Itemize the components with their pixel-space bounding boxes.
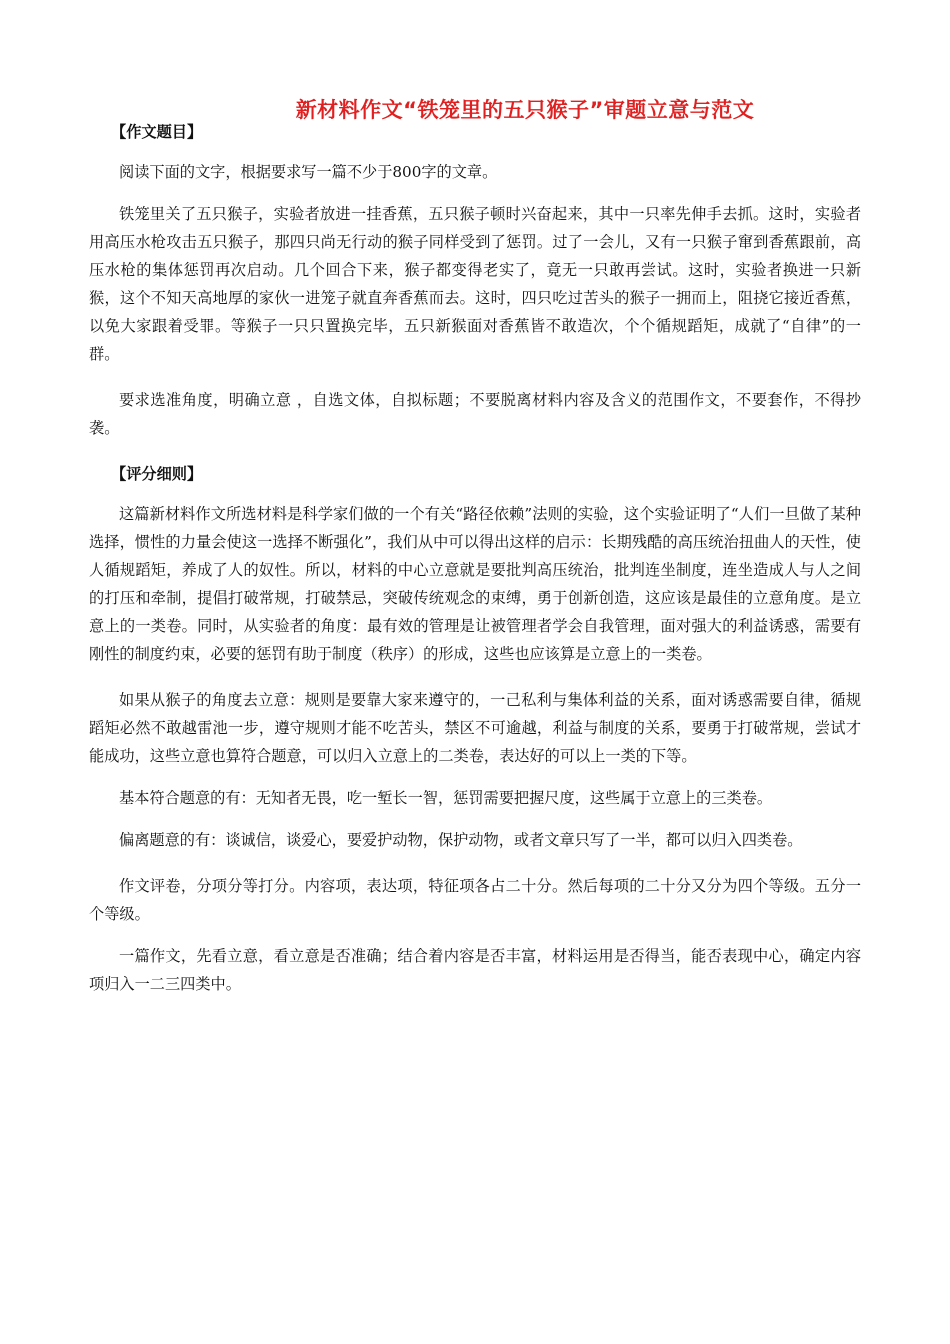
paragraph: 作文评卷，分项分等打分。内容项，表达项，特征项各占二十分。然后每项的二十分又分为四个等级。五分一个等级。 [89,877,861,923]
paragraph: 一篇作文，先看立意，看立意是否准确；结合着内容是否丰富，材料运用是否得当，能否表现中心，确定内容项归入一二三四类中。 [89,947,861,993]
section-heading-prompt: 【作文题目】 [111,123,203,141]
paragraph: 偏离题意的有：谈诚信，谈爱心，要爱护动物，保护动物，或者文章只写了一半，都可以归入四类卷。 [119,831,803,849]
section-heading-scoring: 【评分细则】 [111,465,203,483]
document-title: 新材料作文“铁笼里的五只猴子”审题立意与范文 [295,98,755,122]
paragraph: 如果从猴子的角度去立意：规则是要靠大家来遵守的，一己私利与集体利益的关系，面对诱惑需要自律，循规蹈矩必然不敢越雷池一步，遵守规则才能不吃苦头，禁区不可逾越，利益与制度的关系，要勇于打破常规，尝试才能成功，这些立意也算符合题意，可以归入立意上的二类卷，表达好的可以上一类的下等。 [89,691,861,765]
paragraph: 这篇新材料作文所选材料是科学家们做的一个有关“路径依赖”法则的实验，这个实验证明了“人们一旦做了某种选择，惯性的力量会使这一选择不断强化”，我们从中可以得出这样的启示：长期残酷的高压统治扭曲人的天性，使人循规蹈矩，养成了人的奴性。所以，材料的中心立意就是要批判高压统治，批判连坐制度，连坐造成人与人之间的打压和牵制，提倡打破常规，打破禁忌，突破传统观念的束缚，勇于创新创造，这应该是最佳的立意角度。是立意上的一类卷。同时，从实验者的角度：最有效的管理是让被管理者学会自我管理，面对强大的利益诱惑，需要有刚性的制度约束，必要的惩罚有助于制度（秩序）的形成，这些也应该算是立意上的一类卷。 [89,505,861,663]
paragraph: 铁笼里关了五只猴子，实验者放进一挂香蕉，五只猴子顿时兴奋起来，其中一只率先伸手去抓。这时，实验者用高压水枪攻击五只猴子，那四只尚无行动的猴子同样受到了惩罚。过了一会儿，又有一只猴子窜到香蕉跟前，高压水枪的集体惩罚再次启动。几个回合下来，猴子都变得老实了，竟无一只敢再尝试。这时，实验者换进一只新猴，这个不知天高地厚的家伙一进笼子就直奔香蕉而去。这时，四只吃过苦头的猴子一拥而上，阻挠它接近香蕉，以免大家跟着受罪。等猴子一只只置换完毕，五只新猴面对香蕉皆不敢造次，个个循规蹈矩，成就了“自律”的一群。 [89,205,861,363]
document-body [89,118,861,998]
paragraph: 基本符合题意的有：无知者无畏，吃一堑长一智，惩罚需要把握尺度，这些属于立意上的三类卷。 [119,789,773,807]
paragraph: 要求选准角度，明确立意 ，自选文体，自拟标题；不要脱离材料内容及含义的范围作文，不要套作，不得抄袭。 [89,391,861,437]
paragraph: 阅读下面的文字，根据要求写一篇不少于800字的文章。 [119,163,498,181]
